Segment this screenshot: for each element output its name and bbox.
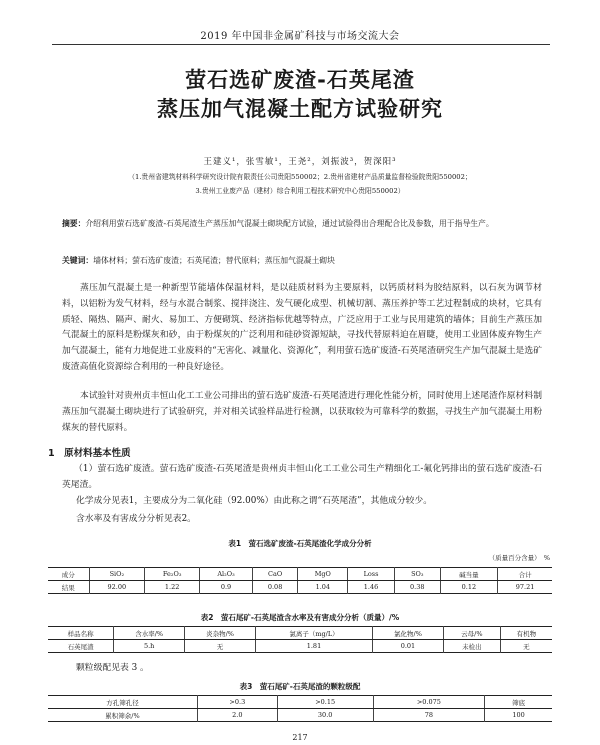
- table-header-cell: 筛底: [485, 696, 552, 709]
- table-cell: 100: [485, 709, 552, 722]
- table1-caption: 表1 萤石选矿废渣-石英尾渣化学成分分析: [228, 539, 372, 548]
- table-cell: 78: [373, 709, 485, 722]
- table-header-cell: 有机物: [500, 627, 552, 640]
- table-cell: 0.12: [440, 581, 498, 594]
- table-header-cell: SO₃: [394, 568, 440, 581]
- table3-header-row: [48, 696, 552, 709]
- table-cell: 92.00: [89, 581, 144, 594]
- section-paragraph-3: 含水率及有害成分分析见表2。: [76, 514, 196, 524]
- table-header-cell: 含水率/%: [114, 627, 185, 640]
- table-header-cell: 样品名称: [48, 627, 114, 640]
- table2-header-row: [48, 627, 552, 640]
- table-header-cell: 方孔筛孔径: [48, 696, 197, 709]
- table1-header-row: [48, 568, 552, 581]
- table-header-cell: 成分: [48, 568, 89, 581]
- table-cell: 1.81: [255, 640, 372, 653]
- title-line-2: 蒸压加气混凝土配方试验研究: [157, 97, 443, 121]
- section-paragraph-1: （1）萤石选矿废渣。萤石选矿废渣-石英尾渣是贵州贞丰恒山化工工业公司生产精细化工-氟化钙排出的萤石选矿废渣-石英尾渣。: [62, 464, 542, 490]
- table-header-cell: CaO: [252, 568, 298, 581]
- table-cell: 0.01: [373, 640, 444, 653]
- table-cell: 0.9: [200, 581, 252, 594]
- table-header-cell: 云母/%: [443, 627, 500, 640]
- header-rule: [52, 44, 550, 45]
- table-cell: 0.38: [394, 581, 440, 594]
- table-header-cell: 氯化物/%: [373, 627, 444, 640]
- table-cell: 无: [500, 640, 552, 653]
- table-cell: 未检出: [443, 640, 500, 653]
- table-header-cell: 合计: [498, 568, 552, 581]
- table-header-cell: 炎杂物/%: [185, 627, 256, 640]
- table-header-cell: Loss: [348, 568, 395, 581]
- table-cell: 1.22: [145, 581, 200, 594]
- abstract-label: 摘要：: [62, 219, 86, 228]
- table-header-cell: 碱当量: [440, 568, 498, 581]
- table-header-cell: >0.15: [277, 696, 373, 709]
- table-row: [48, 581, 552, 594]
- intro-paragraph-2: 本试验针对贵州贞丰恒山化工工业公司排出的萤石选矿废渣-石英尾渣进行理化性能分析，同时使用上述尾渣作原材料制蒸压加气混凝土砌块进行了试验研究，并对相关试验样品进行检测，以获取较为可靠科学的数据，寻找生产加气混凝土用粉煤灰的替代原料。: [62, 391, 542, 433]
- section-heading: 1 原材料基本性质: [48, 448, 131, 459]
- table-header-cell: SiO₂: [89, 568, 144, 581]
- table-cell: 结果: [61, 583, 75, 592]
- table2: [48, 626, 552, 653]
- table-cell: 0.08: [252, 581, 298, 594]
- particle-grading-note: 颗粒级配见表 3 。: [76, 663, 149, 673]
- table-header-cell: MgO: [298, 568, 348, 581]
- author-list: 王建义¹，张雪敏¹，王尧²，刘振波³，贺深阳³: [203, 157, 397, 167]
- title-line-1: 萤石选矿废渣-石英尾渣: [185, 68, 415, 92]
- table-cell: 5.h: [114, 640, 185, 653]
- table-row: [48, 709, 552, 722]
- table1: [48, 567, 552, 594]
- abstract-text: 介绍利用萤石选矿废渣-石英尾渣生产蒸压加气混凝土砌块配方试验，通过试验得出合理配合比及参数，用于指导生产。: [85, 219, 494, 228]
- table-cell: 1.46: [348, 581, 395, 594]
- running-header: 2019 年中国非金属矿科技与市场交流大会: [200, 31, 400, 42]
- abstract: [62, 217, 542, 231]
- table-cell: 石英尾渣: [67, 642, 94, 651]
- table-cell: 累积筛余/%: [105, 711, 140, 720]
- page-number: 217: [292, 733, 308, 742]
- table3-caption: 表3 萤石尾矿-石英尾渣的颗粒级配: [239, 682, 361, 691]
- table-header-cell: 氯离子（mg/L）: [255, 627, 372, 640]
- table3: [48, 695, 552, 722]
- keywords-label: 关键词：: [62, 256, 94, 265]
- table-cell: 2.0: [197, 709, 277, 722]
- intro-paragraph-1: 蒸压加气混凝土是一种新型节能墙体保温材料，是以硅质材料为主要原料，以钙质材料为胶结原料，以石灰为调节材料，以铝粉为发气材料，经与水混合制浆、搅拌浇注、发气硬化成型、机械切割、蒸压养护等工艺过程制成的块材，它具有质轻、隔热、隔声、耐火、易加工、方便砌筑、经济指标优越等特点，广泛应用于工业与民用建筑的墙体；目前生产蒸压加气混凝土的原料是粉煤灰和砂，由于粉煤灰的广泛利用和硅砂资源短缺，寻找代替原料迫在眉睫，使用工业固体废弃物生产加气混凝土，能有力地促进工业废料的“无害化、减量化、资源化”，利用萤石选矿废渣-石英尾渣研究生产加气混凝土是选矿废渣高值化资源综合利用的一种良好途径。: [62, 283, 542, 372]
- table-cell: 1.04: [298, 581, 348, 594]
- affiliation-line-2: 3.贵州工业废产品（建材）综合利用工程技术研究中心贵阳550002）: [195, 187, 405, 195]
- table-row: [48, 640, 552, 653]
- table-header-cell: >0.075: [373, 696, 485, 709]
- keywords: [62, 254, 542, 268]
- table-cell: 97.21: [498, 581, 552, 594]
- table-cell: 无: [185, 640, 256, 653]
- table-header-cell: Al₂O₃: [200, 568, 252, 581]
- table-header-cell: >0.3: [197, 696, 277, 709]
- affiliation-line-1: （1.贵州省建筑材料科学研究设计院有限责任公司贵阳550002；2.贵州省建材产品质量监督检验院贵阳550002；: [128, 173, 472, 181]
- table2-caption: 表2 萤石尾矿-石英尾渣含水率及有害成分分析（质量）/%: [200, 613, 400, 622]
- table1-unit-note: （质量百分含量） %: [488, 554, 550, 562]
- section-paragraph-2: 化学成分见表1，主要成分为二氧化硅（92.00%）由此称之谓“石英尾渣”，其他成分较少。: [76, 496, 433, 506]
- keywords-text: 墙体材料；萤石选矿废渣；石英尾渣；替代原料；蒸压加气混凝土砌块: [93, 256, 335, 265]
- table-cell: 30.0: [277, 709, 373, 722]
- table-header-cell: Fe₂O₃: [145, 568, 200, 581]
